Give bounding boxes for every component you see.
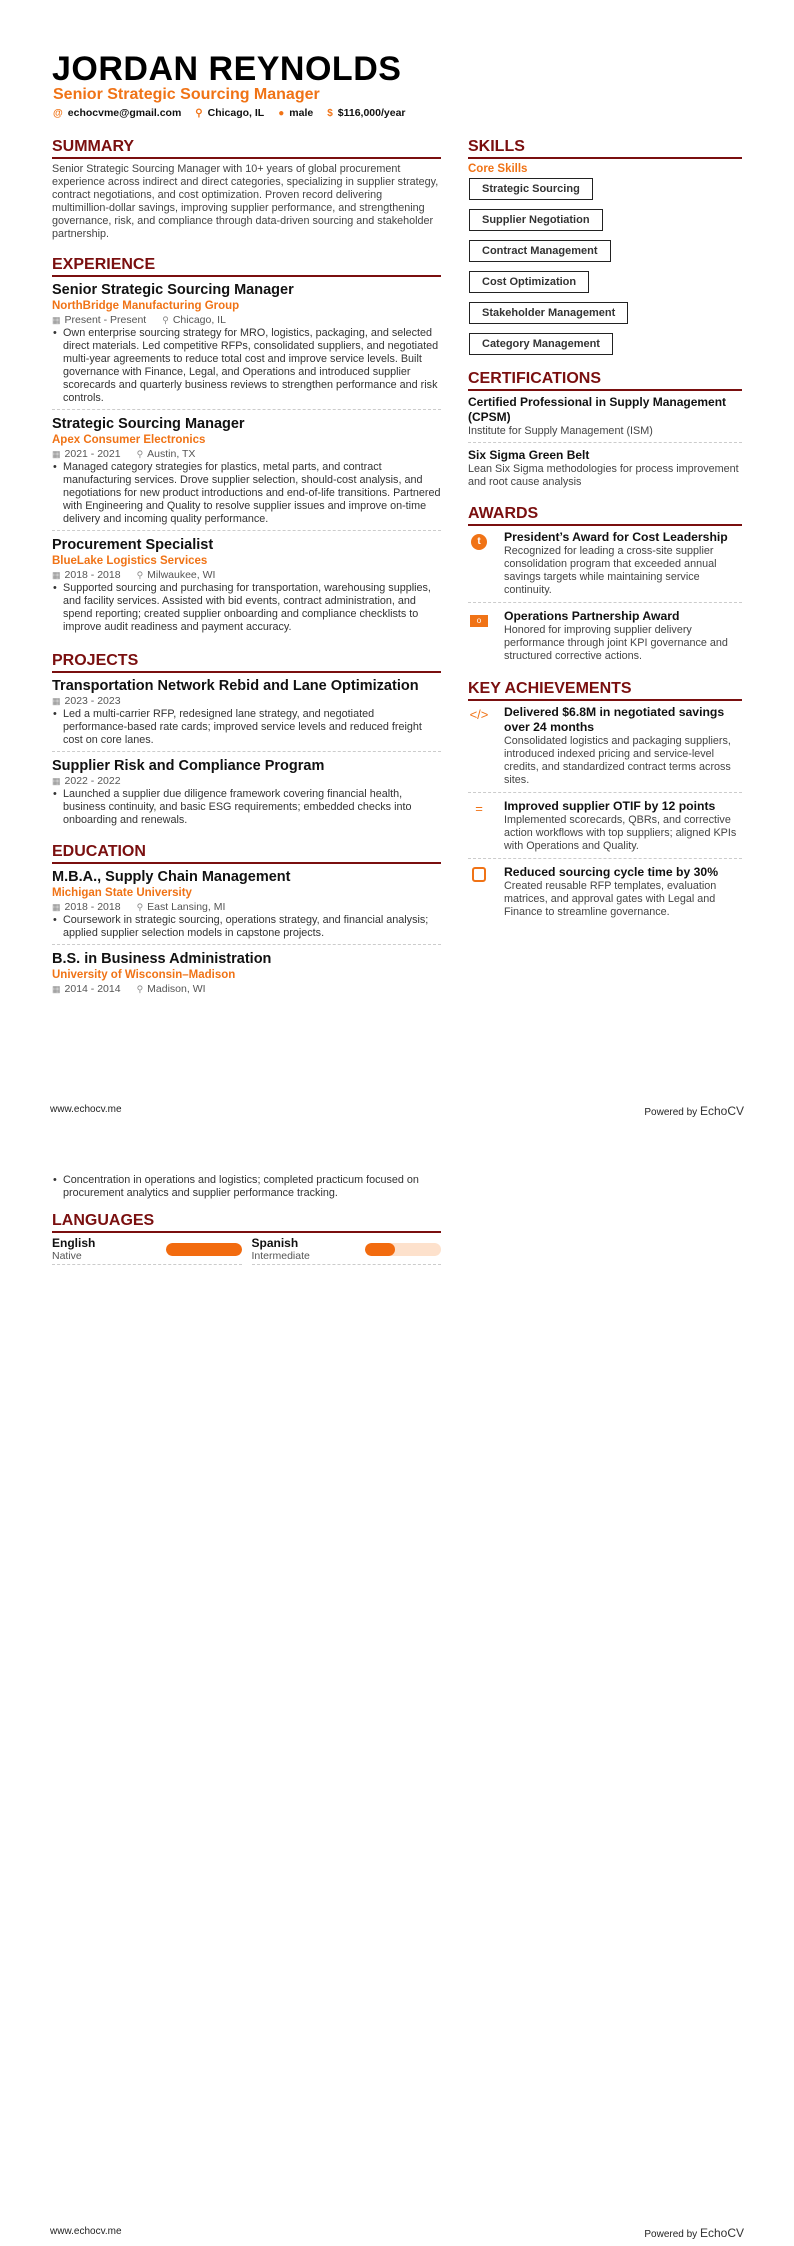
award-item-title: President’s Award for Cost Leadership [504,530,728,544]
language-item [252,1237,442,1265]
project-item [52,677,441,752]
right-column [468,138,742,930]
at-icon: @ [53,108,63,119]
achievements-section [468,680,742,924]
location-icon: ⚲ [136,570,144,580]
certification-desc: Lean Six Sigma methodologies for process improvement and root cause analysis [468,463,739,488]
entry-title: Strategic Sourcing Manager [52,416,245,432]
achievement-item-desc: Implemented scorecards, QBRs, and corrective action workflows with top suppliers; aligned KPIs with Operations and Quality. [504,814,737,852]
entry-dates: ▦ 2018 - 2018 [52,569,121,581]
calendar-icon: ▦ [52,902,61,912]
award-item-desc: Recognized for leading a cross-site supplier consolidation program that exceeded annual savings targets while maintaining service continuity. [504,545,717,596]
section-heading: PROJECTS [52,652,441,673]
certification-desc: Institute for Supply Management (ISM) [468,425,653,437]
money-icon: $ [327,108,333,119]
entry-dates: ▦ 2021 - 2021 [52,448,121,460]
footer-site-link[interactable]: www.echocv.me [50,1104,122,1115]
skill-chip: Category Management [469,333,613,355]
person-icon: ● [278,108,285,119]
section-heading: SUMMARY [52,138,441,159]
experience-section [52,256,441,638]
languages-section [52,1212,441,1265]
entry-dates: ▦ 2022 - 2022 [52,775,121,787]
experience-item [52,281,441,410]
education-item [52,950,441,1000]
skill-chip: Supplier Negotiation [469,209,603,231]
certifications-section [468,370,742,493]
footer-powered[interactable]: Powered by EchoCV [644,2226,744,2240]
entry-meta [52,901,441,914]
entry-title: Senior Strategic Sourcing Manager [52,282,294,298]
achievement-item-title: Reduced sourcing cycle time by 30% [504,865,719,879]
award-item [468,609,742,668]
entry-organization: Apex Consumer Electronics [52,434,206,446]
achievement-item [468,799,742,859]
candidate-title: Senior Strategic Sourcing Manager [53,86,320,103]
experience-item [52,415,441,531]
entry-location: ⚲ Austin, TX [136,448,196,460]
summary-text: Senior Strategic Sourcing Manager with 10+ years of global procurement experience across indirect and direct categories, specializing in supplier strategy, contract negotiations, and cost optimization. Proven record delivering multimillion-dollar savings, improving supplier performance, and strengthening governance, risk, and compliance through data-driven sourcing and stakeholder partnership. [52,163,439,240]
section-heading: LANGUAGES [52,1212,441,1233]
skill-chip: Cost Optimization [469,271,589,293]
calendar-icon: ▦ [52,449,61,459]
language-proficiency-fill [166,1243,242,1256]
award-item-desc: Honored for improving supplier delivery performance through joint KPI governance and structured corrective actions. [504,624,728,662]
skill-chip: Stakeholder Management [469,302,628,324]
bookmark-icon [468,865,490,919]
summary-section [52,138,441,241]
entry-meta [52,569,441,582]
language-proficiency-bar [166,1243,242,1256]
banknote-icon: o [468,609,490,663]
calendar-icon: ▦ [52,570,61,580]
achievement-item [468,865,742,924]
language-proficiency-bar [365,1243,441,1256]
entry-bullet: • Managed category strategies for plastics, metal parts, and contract manufacturing services. Drove supplier selection, should-cost analysis, and negotiations for new product introductions and end-of-life transitions. Partnered with Engineering and Quality to resolve supplier issues and improve on-time delivery and incoming quality performance. [52,461,441,526]
experience-item [52,536,441,638]
section-heading: KEY ACHIEVEMENTS [468,680,742,701]
entry-bullet: • Launched a supplier due diligence framework covering financial health, business continuity, and basic ESG requirements; embedded checks into onboarding and renewals. [52,788,441,827]
calendar-icon: ▦ [52,776,61,786]
language-level: Native [52,1250,82,1262]
education-bullet: • Concentration in operations and logistics; completed practicum focused on procurement analytics and supplier performance tracking. [52,1174,441,1200]
entry-title: Supplier Risk and Compliance Program [52,758,325,774]
footer-site-link[interactable]: www.echocv.me [50,2226,122,2237]
achievement-item-desc: Created reusable RFP templates, evaluation matrices, and approval gates with Legal and Finance to streamline governance. [504,880,717,918]
education-item [52,868,441,945]
entry-title: M.B.A., Supply Chain Management [52,869,291,885]
left-column-continued [52,1174,441,1265]
section-heading: CERTIFICATIONS [468,370,742,391]
entry-dates: ▦ Present - Present [52,314,147,326]
entry-location: ⚲ Milwaukee, WI [136,569,216,581]
award-item [468,530,742,603]
skill-chip: Contract Management [469,240,611,262]
entry-meta [52,983,441,996]
language-level: Intermediate [251,1250,310,1262]
location-icon: ⚲ [136,902,144,912]
achievement-item-title: Delivered $6.8M in negotiated savings over 24 months [504,705,725,734]
calendar-icon: ▦ [52,315,61,325]
skills-section [468,138,742,364]
entry-meta [52,448,441,461]
contact-row [53,107,406,119]
calendar-icon: ▦ [52,696,61,706]
skills-group-title: Core Skills [468,163,528,175]
contact-location: ⚲ Chicago, IL [195,107,265,119]
award-coin-icon: t [468,530,490,597]
page-footer [50,1104,744,1118]
certification-title: Six Sigma Green Belt [468,448,590,462]
contact-gender: ● male [278,107,314,119]
project-item [52,757,441,831]
language-name: English [52,1236,96,1250]
entry-location: ⚲ East Lansing, MI [136,901,226,913]
footer-powered[interactable]: Powered by EchoCV [644,1104,744,1118]
achievement-item-desc: Consolidated logistics and packaging suppliers, introduced indexed pricing and service-level credits, and standardized contract terms across sites. [504,735,731,786]
contact-salary: $ $116,000/year [327,107,406,119]
entry-dates: ▦ 2014 - 2014 [52,983,121,995]
certification-title: Certified Professional in Supply Management (CPSM) [468,395,727,424]
awards-section [468,505,742,668]
equals-icon: = [475,801,483,816]
location-icon: ⚲ [136,984,144,994]
entry-bullet: • Led a multi-carrier RFP, redesigned lane strategy, and negotiated performance-based rate cards; improved service levels and reduced freight cost on core lanes. [52,708,441,747]
skill-chip: Strategic Sourcing [469,178,593,200]
achievement-item [468,705,742,793]
award-item-title: Operations Partnership Award [504,609,680,623]
certification-item [468,448,742,493]
entry-location: ⚲ Chicago, IL [162,314,226,326]
entry-meta [52,695,441,708]
section-heading: SKILLS [468,138,742,159]
calendar-icon: ▦ [52,984,61,994]
entry-title: B.S. in Business Administration [52,951,272,967]
entry-title: Procurement Specialist [52,537,214,553]
language-proficiency-fill [365,1243,395,1256]
certification-item [468,395,742,443]
language-name: Spanish [251,1236,299,1250]
section-heading: AWARDS [468,505,742,526]
entry-dates: ▦ 2018 - 2018 [52,901,121,913]
entry-bullet: • Coursework in strategic sourcing, operations strategy, and financial analysis; applied supplier selection models in capstone projects. [52,914,441,940]
entry-meta [52,314,441,327]
location-icon: ⚲ [195,108,203,119]
entry-organization: BlueLake Logistics Services [52,555,208,567]
entry-meta [52,775,441,788]
projects-section [52,652,441,831]
entry-dates: ▦ 2023 - 2023 [52,695,121,707]
contact-email[interactable]: @ echocvme@gmail.com [53,107,182,119]
achievement-item-title: Improved supplier OTIF by 12 points [504,799,716,813]
entry-organization: Michigan State University [52,887,192,899]
entry-location: ⚲ Madison, WI [136,983,206,995]
section-heading: EDUCATION [52,843,441,864]
page-footer [50,2226,744,2240]
entry-bullet: • Own enterprise sourcing strategy for MRO, logistics, packaging, and selected direct materials. Led competitive RFPs, consolidated suppliers, and negotiated multi-year agreements to reduce total cost and improve service levels. Built governance with Finance, Legal, and Operations and introduced supplier scorecards and quarterly business reviews to strengthen performance and risk controls. [52,327,441,405]
candidate-name: JORDAN REYNOLDS [52,50,402,88]
education-section [52,843,441,1000]
location-icon: ⚲ [136,449,144,459]
entry-organization: NorthBridge Manufacturing Group [52,300,240,312]
section-heading: EXPERIENCE [52,256,441,277]
entry-organization: University of Wisconsin–Madison [52,969,236,981]
entry-bullet: • Supported sourcing and purchasing for transportation, warehousing supplies, and facility services. Assisted with bid events, contract administration, and spend reporting; created supplier onboarding and compliance checklists to improve audit readiness and payment accuracy. [52,582,441,634]
entry-title: Transportation Network Rebid and Lane Optimization [52,678,419,694]
left-column [52,138,441,1005]
resume-page-2 [0,1130,794,2246]
language-item [52,1237,242,1265]
location-icon: ⚲ [162,315,169,325]
code-icon: </> [469,707,489,722]
